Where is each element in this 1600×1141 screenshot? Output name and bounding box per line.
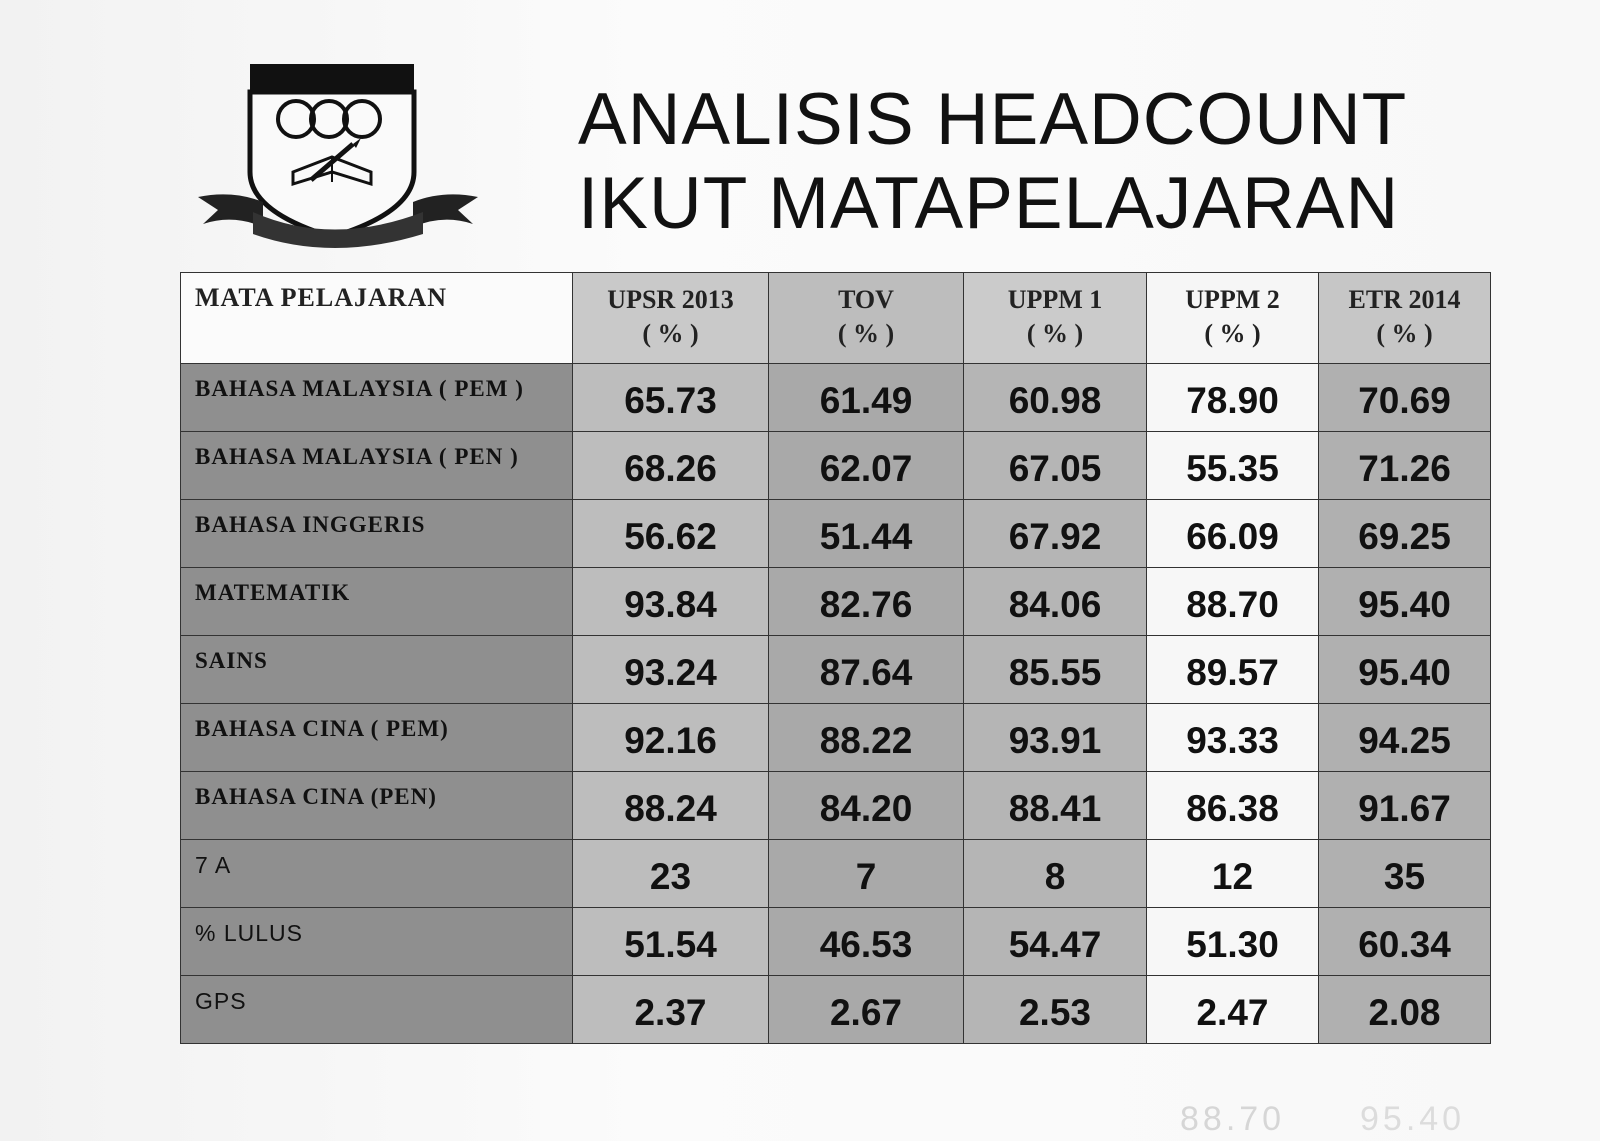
table-cell bbox=[964, 908, 1147, 976]
table-cell bbox=[769, 500, 964, 568]
cell-value: 69.25 bbox=[1358, 515, 1451, 557]
table-row bbox=[181, 840, 1491, 908]
table-cell bbox=[769, 908, 964, 976]
table-body bbox=[181, 364, 1491, 1044]
cell-value: 89.57 bbox=[1186, 651, 1279, 693]
title-line-2: IKUT MATAPELAJARAN bbox=[578, 163, 1400, 244]
row-label-text: BAHASA MALAYSIA ( PEM ) bbox=[195, 376, 524, 401]
table-cell bbox=[1319, 704, 1491, 772]
row-label-text: GPS bbox=[195, 988, 247, 1014]
table-header-row bbox=[181, 273, 1491, 364]
table-cell bbox=[769, 636, 964, 704]
table-cell bbox=[1319, 364, 1491, 432]
subject-header-label: MATA PELAJARAN bbox=[195, 283, 448, 312]
row-label-text: % LULUS bbox=[195, 920, 303, 946]
row-label-text: BAHASA MALAYSIA ( PEN ) bbox=[195, 444, 519, 469]
cell-value: 60.34 bbox=[1358, 923, 1451, 965]
cell-value: 95.40 bbox=[1358, 651, 1451, 693]
table-cell bbox=[964, 364, 1147, 432]
table-cell bbox=[769, 840, 964, 908]
cell-value: 55.35 bbox=[1186, 447, 1279, 489]
row-label bbox=[181, 772, 573, 840]
table-row bbox=[181, 976, 1491, 1044]
cell-value: 67.92 bbox=[1008, 515, 1102, 557]
cell-value: 88.22 bbox=[819, 719, 913, 761]
cell-value: 88.70 bbox=[1186, 583, 1279, 625]
cell-value: 93.84 bbox=[624, 583, 717, 625]
column-header-etr-2014 bbox=[1319, 273, 1491, 364]
cell-value: 93.24 bbox=[624, 651, 717, 693]
cell-value: 88.41 bbox=[1008, 787, 1102, 829]
cell-value: 94.25 bbox=[1358, 719, 1451, 761]
table-cell bbox=[573, 908, 769, 976]
cell-value: 2.53 bbox=[1018, 991, 1091, 1033]
table-cell bbox=[573, 772, 769, 840]
cell-value: 23 bbox=[649, 855, 692, 897]
column-header-unit: ( % ) bbox=[1376, 319, 1433, 348]
cell-value: 87.64 bbox=[819, 651, 913, 693]
cell-value: 86.38 bbox=[1186, 787, 1279, 829]
column-header-uppm-1 bbox=[964, 273, 1147, 364]
cell-value: 2.47 bbox=[1196, 991, 1269, 1033]
cell-value: 54.47 bbox=[1008, 923, 1102, 965]
cell-value: 2.08 bbox=[1368, 991, 1441, 1033]
cell-value: 84.06 bbox=[1008, 583, 1102, 625]
table-cell bbox=[964, 500, 1147, 568]
table-cell bbox=[1147, 772, 1319, 840]
table-cell bbox=[1319, 432, 1491, 500]
cell-value: 85.55 bbox=[1008, 651, 1102, 693]
table-cell bbox=[1319, 636, 1491, 704]
table-cell bbox=[1319, 976, 1491, 1044]
cell-value: 62.07 bbox=[819, 447, 913, 489]
row-label-text: BAHASA INGGERIS bbox=[195, 512, 426, 537]
table-cell bbox=[769, 772, 964, 840]
table-cell bbox=[1147, 976, 1319, 1044]
table-cell bbox=[573, 568, 769, 636]
cell-value: 51.30 bbox=[1186, 923, 1279, 965]
row-label bbox=[181, 976, 573, 1044]
row-label-text: BAHASA CINA (PEN) bbox=[195, 784, 437, 809]
table-cell bbox=[1147, 636, 1319, 704]
table-cell bbox=[964, 976, 1147, 1044]
row-label-text: BAHASA CINA ( PEM) bbox=[195, 716, 449, 741]
table-row bbox=[181, 432, 1491, 500]
table-cell bbox=[964, 704, 1147, 772]
row-label bbox=[181, 840, 573, 908]
cell-value: 82.76 bbox=[819, 583, 913, 625]
table-cell bbox=[964, 772, 1147, 840]
column-header-unit: ( % ) bbox=[1204, 319, 1261, 348]
table-row bbox=[181, 772, 1491, 840]
table-cell bbox=[573, 976, 769, 1044]
table-cell bbox=[573, 500, 769, 568]
table-cell bbox=[1319, 500, 1491, 568]
column-header-name: UPPM 2 bbox=[1185, 285, 1280, 314]
cell-value: 2.67 bbox=[829, 991, 902, 1033]
title-line-1: ANALISIS HEADCOUNT bbox=[578, 79, 1408, 160]
cell-value: 95.40 bbox=[1358, 583, 1451, 625]
table-cell bbox=[1319, 772, 1491, 840]
table-cell bbox=[769, 364, 964, 432]
subject-column-header bbox=[181, 273, 573, 364]
table-cell bbox=[1147, 908, 1319, 976]
cell-value: 7 bbox=[855, 855, 877, 897]
cell-value: 56.62 bbox=[624, 515, 717, 557]
headcount-table bbox=[180, 272, 1491, 1044]
table-cell bbox=[964, 432, 1147, 500]
column-header-name: TOV bbox=[838, 285, 894, 314]
column-header-name: UPSR 2013 bbox=[607, 285, 734, 314]
cell-value: 60.98 bbox=[1008, 379, 1102, 421]
column-header-name: UPPM 1 bbox=[1007, 285, 1103, 314]
table-cell bbox=[769, 704, 964, 772]
cell-value: 93.91 bbox=[1008, 719, 1102, 761]
cell-value: 35 bbox=[1383, 855, 1426, 897]
row-label bbox=[181, 568, 573, 636]
row-label bbox=[181, 364, 573, 432]
table-row bbox=[181, 704, 1491, 772]
table-row bbox=[181, 568, 1491, 636]
cell-value: 93.33 bbox=[1186, 719, 1279, 761]
row-label bbox=[181, 908, 573, 976]
table-row bbox=[181, 908, 1491, 976]
table-row bbox=[181, 364, 1491, 432]
column-header-unit: ( % ) bbox=[1026, 319, 1084, 348]
bleed-through-text: 95.40 bbox=[1360, 1100, 1466, 1138]
cell-value: 92.16 bbox=[624, 719, 717, 761]
cell-value: 61.49 bbox=[819, 379, 913, 421]
table-cell bbox=[1147, 568, 1319, 636]
cell-value: 8 bbox=[1044, 855, 1066, 897]
table-row bbox=[181, 500, 1491, 568]
table-cell bbox=[573, 704, 769, 772]
column-header-uppm-2 bbox=[1147, 273, 1319, 364]
table-cell bbox=[1147, 840, 1319, 908]
cell-value: 91.67 bbox=[1358, 787, 1451, 829]
cell-value: 84.20 bbox=[819, 787, 913, 829]
table-cell bbox=[573, 636, 769, 704]
table-cell bbox=[1147, 500, 1319, 568]
table-cell bbox=[1319, 568, 1491, 636]
table-row bbox=[181, 636, 1491, 704]
table-cell bbox=[573, 432, 769, 500]
cell-value: 67.05 bbox=[1008, 447, 1102, 489]
cell-value: 12 bbox=[1211, 855, 1254, 897]
row-label-text: 7 A bbox=[195, 852, 232, 878]
cell-value: 71.26 bbox=[1358, 447, 1451, 489]
cell-value: 65.73 bbox=[624, 379, 717, 421]
cell-value: 46.53 bbox=[819, 923, 913, 965]
row-label bbox=[181, 432, 573, 500]
table-cell bbox=[1319, 840, 1491, 908]
table-cell bbox=[1147, 704, 1319, 772]
cell-value: 88.24 bbox=[624, 787, 717, 829]
bleed-through-text: 88.70 bbox=[1180, 1100, 1286, 1138]
cell-value: 66.09 bbox=[1186, 515, 1279, 557]
table-cell bbox=[964, 636, 1147, 704]
row-label bbox=[181, 704, 573, 772]
row-label bbox=[181, 636, 573, 704]
row-label-text: MATEMATIK bbox=[195, 580, 351, 605]
column-header-unit: ( % ) bbox=[837, 319, 895, 348]
row-label-text: SAINS bbox=[195, 648, 268, 673]
table-cell bbox=[769, 976, 964, 1044]
cell-value: 2.37 bbox=[634, 991, 707, 1033]
table-cell bbox=[573, 364, 769, 432]
column-header-name: ETR 2014 bbox=[1348, 285, 1461, 314]
cell-value: 51.44 bbox=[819, 515, 913, 557]
column-header-upsr-2013 bbox=[573, 273, 769, 364]
school-crest-icon bbox=[193, 62, 483, 252]
cell-value: 51.54 bbox=[624, 923, 717, 965]
column-header-unit: ( % ) bbox=[642, 319, 699, 348]
table-cell bbox=[1147, 432, 1319, 500]
table-cell bbox=[769, 568, 964, 636]
table-cell bbox=[769, 432, 964, 500]
table-cell bbox=[573, 840, 769, 908]
page-title bbox=[578, 78, 1407, 246]
table-cell bbox=[1319, 908, 1491, 976]
cell-value: 70.69 bbox=[1358, 379, 1451, 421]
table-cell bbox=[964, 568, 1147, 636]
row-label bbox=[181, 500, 573, 568]
cell-value: 68.26 bbox=[624, 447, 717, 489]
cell-value: 78.90 bbox=[1186, 379, 1279, 421]
table-cell bbox=[1147, 364, 1319, 432]
column-header-tov bbox=[769, 273, 964, 364]
table-cell bbox=[964, 840, 1147, 908]
